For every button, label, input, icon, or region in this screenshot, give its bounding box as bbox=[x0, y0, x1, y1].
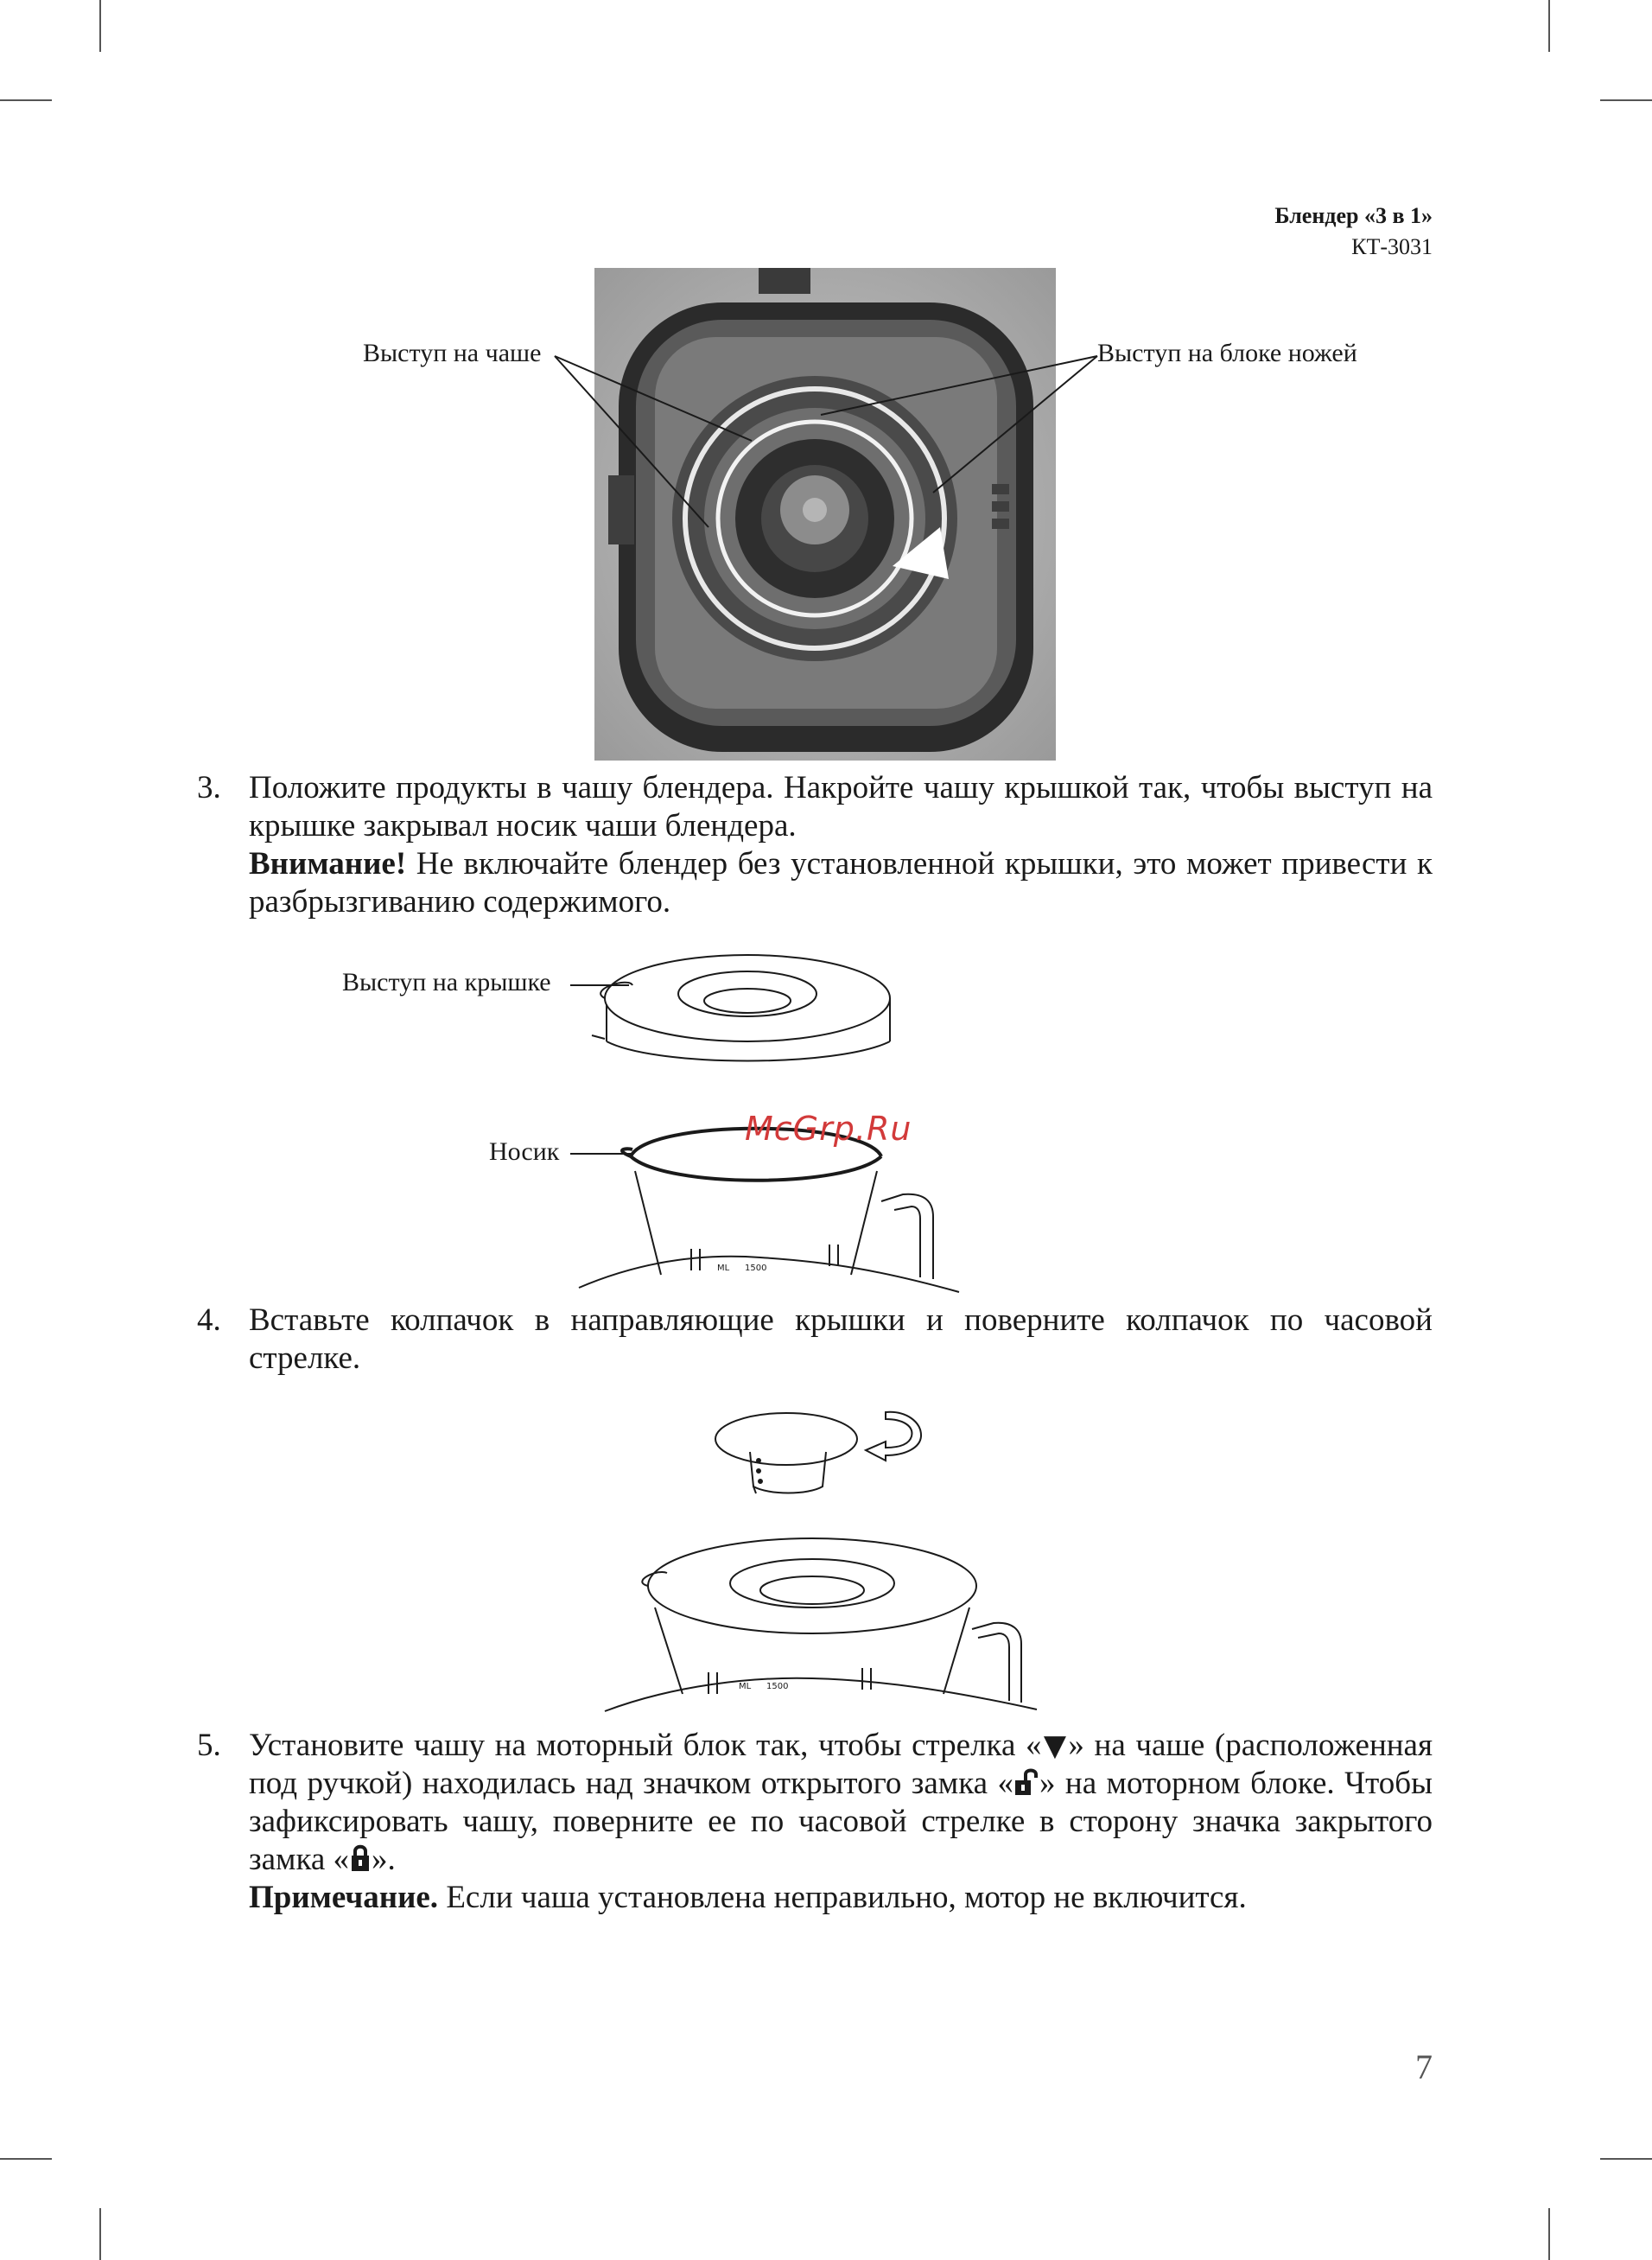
step-text: Вставьте колпачок в направляющие крышки и поверните колпачок по часовой стрелке. bbox=[249, 1302, 1433, 1376]
callout-lines-figure1 bbox=[0, 0, 1652, 778]
step-5 bbox=[197, 1727, 1433, 1917]
header-model: КТ-3031 bbox=[1351, 234, 1433, 259]
arrow-down-icon: ▼ bbox=[1041, 1728, 1069, 1763]
page-number: 7 bbox=[1415, 2047, 1433, 2086]
step-text-b: » на чаше (расположенная под ручкой) находилась над значком открытого замка « bbox=[249, 1728, 1433, 1801]
warning-label: Внимание! bbox=[249, 846, 407, 882]
crop-mark bbox=[99, 2208, 101, 2260]
crop-mark bbox=[1600, 2158, 1652, 2160]
warning-text: Не включайте блендер без установленной крышки, это может привести к разбрызгиванию содержимого. bbox=[249, 846, 1433, 920]
label-jug-protrusion: Выступ на чаше bbox=[363, 339, 542, 367]
crop-mark bbox=[1548, 2208, 1550, 2260]
header-title: Блендер «3 в 1» bbox=[1274, 203, 1433, 228]
rotate-arrow-icon bbox=[866, 1412, 921, 1461]
step-text-a: Установите чашу на моторный блок так, чтобы стрелка « bbox=[249, 1728, 1042, 1763]
step-text-c: » на моторном блоке. Чтобы зафиксировать чашу, поверните ее по часовой стрелке в сторону значка закрытого замка « bbox=[249, 1766, 1433, 1877]
jug-marking-unit: ML bbox=[717, 1264, 730, 1273]
step-number: 3. bbox=[197, 770, 221, 805]
jug-marking-value: 1500 bbox=[745, 1264, 767, 1273]
step-text-d: ». bbox=[372, 1842, 396, 1877]
step-text bbox=[249, 1727, 1433, 1879]
cap-and-jug-illustration bbox=[588, 1400, 1054, 1720]
crop-mark bbox=[0, 2158, 52, 2160]
open-lock-icon bbox=[1013, 1767, 1039, 1797]
step-number: 4. bbox=[197, 1302, 221, 1338]
label-lid-protrusion: Выступ на крышке bbox=[342, 968, 551, 996]
step-3 bbox=[197, 769, 1433, 921]
closed-lock-icon bbox=[349, 1844, 372, 1872]
step-text: Положите продукты в чашу блендера. Накройте чашу крышкой так, чтобы выступ на крышке закрывал носик чаши блендера. bbox=[249, 770, 1433, 844]
step-4 bbox=[197, 1302, 1433, 1378]
jug-marking-value: 1500 bbox=[766, 1682, 789, 1691]
jug-marking-unit: ML bbox=[739, 1682, 752, 1691]
step-number: 5. bbox=[197, 1728, 221, 1763]
note-text: Если чаша установлена неправильно, мотор не включится. bbox=[438, 1880, 1247, 1915]
note-label: Примечание. bbox=[249, 1880, 439, 1915]
label-spout: Носик bbox=[489, 1137, 560, 1166]
label-blade-protrusion: Выступ на блоке ножей bbox=[1097, 339, 1357, 367]
watermark: McGrp.Ru bbox=[745, 1110, 912, 1148]
